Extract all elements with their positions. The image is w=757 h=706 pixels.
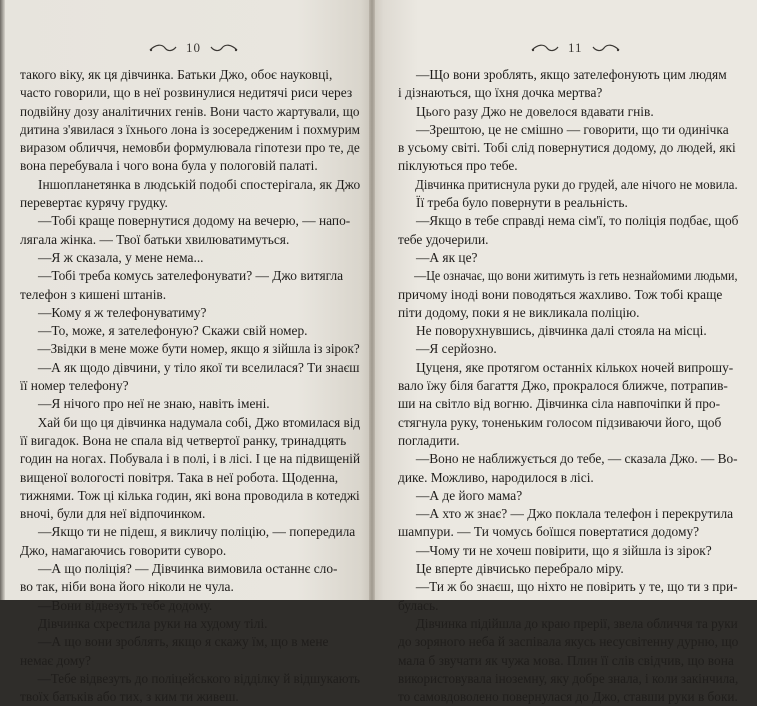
text-line: —Я ж сказала, у мене нема... — [38, 249, 204, 265]
text-line: Дівчинка притиснула руки до грудей, але нічого не мовила. — [415, 176, 738, 192]
text-line: —Воно не наближується до тебе, — сказала Джо. — Во- — [415, 451, 738, 467]
text-line: вона перебувала і чого вона була у пологовій палаті. — [20, 158, 318, 174]
text-line: Дівчинка схрестила руки на худому тілі. — [38, 615, 268, 631]
text-line: —Тобі треба комусь зателефонувати? — Джо витягла — [38, 268, 344, 284]
text-line: —Я нічого про неї не знаю, навіть імені. — [38, 396, 270, 412]
right-flourish-icon — [591, 42, 621, 54]
text-line: піти додому, поки я не викликала поліцію. — [398, 304, 640, 320]
page-number: 10 — [186, 40, 201, 55]
text-line: дике. Можливо, народилося в лісі. — [398, 469, 594, 485]
text-line: Хай би що ця дівчинка надумала собі, Джо втомилася від — [37, 414, 361, 430]
text-line: стягнула руку, тоненьким голосом підзиваючи його, щоб — [398, 414, 722, 430]
text-line: —А хто ж знає? — Джо поклала телефон і перекрутила — [416, 506, 734, 522]
text-line: твоїх батьків або тих, з ким ти живеш. — [20, 689, 239, 705]
text-line: —Якщо ти не підеш, я викличу поліцію, — попередила — [38, 524, 356, 540]
text-line: причому іноді вони поводяться жахливо. Тож тобі краще — [398, 286, 723, 302]
book-gutter — [369, 0, 375, 600]
text-line: тижнями. Тож ці кілька годин, які вона проводила в котеджі — [20, 487, 360, 503]
right-page — [372, 0, 757, 705]
text-line: такого віку, як ця дівчинка. Батьки Джо, обоє науковці, — [20, 67, 333, 82]
text-line: —Вони відвезуть тебе додому. — [38, 597, 213, 613]
text-line: перевертає курячу грудку. — [20, 195, 168, 211]
page-number: 11 — [568, 40, 583, 55]
text-line: Цуценя, яке протягом останніх кількох ночей випрошу- — [416, 359, 734, 375]
page-edge — [0, 0, 5, 600]
text-line: —Чому ти не хочеш повірити, що я зійшла із зірок? — [416, 542, 712, 558]
left-page — [0, 0, 372, 705]
text-line: —Що вони зроблять, якщо зателефонують цим людям — [416, 67, 727, 82]
text-line: її номер телефону? — [20, 378, 129, 394]
text-line: використовувала іноземну, яку добре знала, і коли закінчила, — [398, 670, 739, 686]
text-line: —А як це? — [416, 249, 478, 265]
text-line: Це вперте дівчисько перебрало міру. — [416, 561, 624, 577]
right-flourish-icon — [209, 42, 239, 54]
text-line: —То, може, я зателефоную? Скажи свій номер. — [38, 323, 308, 339]
text-line: —Ти ж бо знаєш, що ніхто не повірить у те, що ти з при- — [415, 579, 738, 595]
right-page-header — [530, 38, 621, 58]
text-line: булась. — [398, 597, 439, 613]
text-line: Дівчинка підійшла до краю прерії, звела обличчя та руки — [415, 615, 738, 631]
left-flourish-icon — [530, 42, 560, 54]
text-line: —Це означає, що вони житимуть із геть незнайомими людьми, — [414, 268, 738, 284]
text-line: —А де його мама? — [416, 487, 523, 503]
text-line: —Звідки в мене може бути номер, якщо я зійшла із зірок? — [37, 341, 360, 357]
text-line: —Кому я ж телефонуватиму? — [38, 304, 207, 320]
text-line: —Я серйозно. — [416, 341, 497, 357]
text-line: і дізнаються, що їхня дочка мертва? — [398, 85, 603, 101]
text-line: Її треба було повернути в реальність. — [416, 195, 628, 211]
text-line: тебе удочерили. — [398, 231, 489, 247]
text-line: подвійну дозу аналітичних генів. Вони часто жартували, що — [20, 103, 360, 119]
text-line: —Тобі краще повернутися додому на вечерю, — напо- — [38, 213, 351, 229]
text-line: піклуються про тебе. — [398, 158, 518, 174]
text-line: —Якщо в тебе справді нема сім'ї, то поліція подбає, щоб — [415, 213, 739, 229]
text-line: телефон з кишені штанів. — [20, 286, 167, 302]
text-line: немає дому? — [20, 652, 91, 668]
text-line: часто говорили, що в неї розвинулися недитячі риси через — [20, 85, 353, 101]
left-flourish-icon — [148, 42, 178, 54]
text-line: до зоряного неба й заспівала якусь несусвітенну дурню, що — [398, 634, 739, 650]
text-line: —Тебе відвезуть до поліцейського відділку й відшукають — [37, 670, 361, 686]
text-line: —Зрештою, це не смішно — говорити, що ти одинічка — [416, 121, 729, 137]
text-line: вночі, були для неї відпочинком. — [20, 506, 206, 522]
text-line: —А як щодо дівчини, у тіло якої ти вселилася? Ти знаєш — [37, 359, 360, 375]
text-line: годин на ногах. Побувала і в полі, і в лісі. І це на підвищеній — [20, 451, 361, 467]
text-line: то самовдоволено повернулася до Джо, ставши руки в боки. — [398, 689, 738, 705]
text-line: Не поворухнувшись, дівчинка далі стояла на місці. — [416, 323, 707, 339]
text-line: виразом обличчя, немовби формулювала гіпотези про те, де — [20, 140, 360, 156]
text-line: —А що поліція? — Дівчинка вимовила останнє сло- — [38, 561, 338, 577]
text-line: вало їжу біля багаття Джо, прокралося ближче, потрапив- — [398, 378, 728, 394]
text-line: во так, ніби вона його ніколи не чула. — [20, 579, 234, 595]
text-line: погладити. — [398, 432, 460, 448]
text-line: вищеної вологості повітря. Така в неї робота. Щоденна, — [20, 469, 339, 485]
text-line: лягала жінка. — Твої батьки хвилюватимуться. — [20, 231, 290, 247]
text-line: ши на світло від вогню. Дівчинка сіла навпочіпки й про- — [398, 396, 721, 412]
text-line: Цього разу Джо не довелося вдавати гнів. — [416, 103, 654, 119]
text-line: мала б звучати як чужа мова. Плин її слів свідчив, що вона — [398, 652, 734, 668]
left-page-text — [20, 66, 360, 706]
text-line: дитина з'явилася з їхнього лона із зосередженим і похмурим — [20, 121, 361, 137]
left-page-header — [148, 38, 239, 58]
right-page-text — [398, 66, 738, 706]
text-line: в усьому світі. Тобі слід повернутися додому, до людей, які — [398, 140, 736, 156]
text-line: шампури. — Ти чомусь боїшся повертатися додому? — [398, 524, 700, 540]
text-line: Іншопланетянка в людській подобі спостерігала, як Джо — [38, 176, 361, 192]
text-line: —А що вони зроблять, якщо я скажу їм, що в мене — [38, 634, 329, 650]
text-line: її вигадок. Вона не спала від четвертої ранку, тринадцять — [20, 432, 347, 448]
text-line: Джо, намагаючись говорити суворо. — [20, 542, 227, 558]
